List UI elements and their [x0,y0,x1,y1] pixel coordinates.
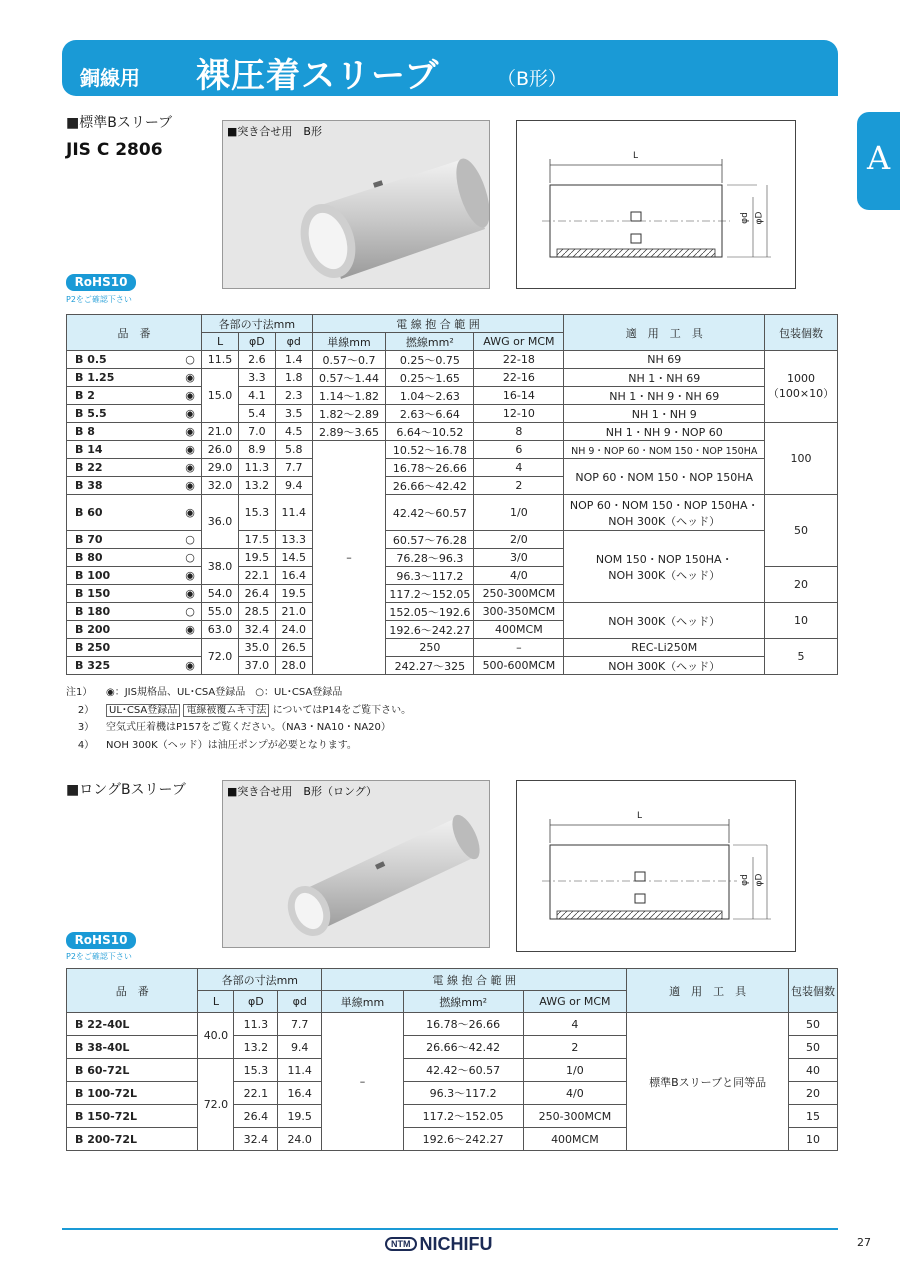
sleeve-image [223,121,490,289]
rohs-badge: RoHS10 [66,274,136,291]
table-row: B 0.5 ○ 11.5 2.6 1.4 0.57～0.7 0.25～0.75 22-18 NH 69 1000 （100×10） [67,351,838,369]
dimension-drawing [516,120,796,289]
table-row: B 14 ◉ 26.0 8.9 5.8 – 10.52～16.78 6 NH 9・NOP 60・NOM 150・NOP 150HA [67,441,838,459]
table-row: B 100-72L 22.1 16.4 96.3～117.2 4/0 20 [67,1082,838,1105]
col-pack-long: 包装個数 [788,969,837,1013]
dim-label-D: φD [754,211,765,225]
long-sleeve-table: 品 番 各部の寸法mm 電 線 抱 合 範 囲 適 用 工 具 包装個数 L φD φd 単線mm 撚線mm² AWG or MCM B 22-40L 40.0 11.3 7.7 – 16.78～26.66 4 標準Bスリーブと同等品 50 B 38-40L 13.2 9.4 26.66～42.42 2 50 B 60-72L 72.0 15.3 11.4 42.42～60.57 1/0 40 B 100-72L 22.1 16.4 96.3～117.2 4/0 20 B 150-72L 26.4 19.5 117.2～152.05 250-300MCM 15 B 200-72L 32.4 24.0 192.6～242.27 400MCM 10 [66,968,838,1151]
table-row: B 150 ◉ 54.0 26.4 19.5 117.2～152.05 250-300MCM [67,585,838,603]
col-range: 電 線 抱 合 範 囲 [312,315,564,333]
dim-label-D-long: φD [754,873,765,887]
table-row: B 1.25 ◉ 15.0 3.3 1.8 0.57～1.44 0.25～1.65 22-16 NH 1・NH 69 [67,369,838,387]
rohs-badge-long: RoHS10 [66,932,136,949]
table-row: B 2 ◉ 4.1 2.3 1.14～1.82 1.04～2.63 16-14 NH 1・NH 9・NH 69 [67,387,838,405]
photo-caption: ■突き合せ用 B形 [227,125,322,138]
col-tools: 適 用 工 具 [564,315,765,351]
section-label-long: ■ロングBスリーブ [66,782,186,798]
col-awg: AWG or MCM [474,333,564,351]
table-row: B 38-40L 13.2 9.4 26.66～42.42 2 50 [67,1036,838,1059]
table-row: B 100 ◉ 22.1 16.4 96.3～117.2 4/0 20 [67,567,838,585]
dim-label-d: φd [739,212,750,224]
dim-label-L-long: L [637,811,643,821]
table-row: B 150-72L 26.4 19.5 117.2～152.05 250-300MCM 15 [67,1105,838,1128]
table-row: B 200 ◉ 63.0 32.4 24.0 192.6～242.27 400MCM [67,621,838,639]
col-tools-long: 適 用 工 具 [627,969,789,1013]
rohs-note-long: P2をご確認下さい [66,952,132,961]
col-strand: 撚線mm² [386,333,474,351]
col-dims-long: 各部の寸法mm [198,969,322,991]
table-row: B 60 ◉ 36.0 15.3 11.4 42.42～60.57 1/0 NOP 60・NOM 150・NOP 150HA・ NOH 300K（ヘッド） 50 [67,495,838,531]
col-range-long: 電 線 抱 合 範 囲 [322,969,627,991]
long-sleeve-image [223,781,490,948]
product-photo-long [222,780,490,948]
header-subtitle: 銅線用 [80,66,140,90]
dim-label-d-long: φd [739,874,750,886]
table-row: B 38 ◉ 32.0 13.2 9.4 26.66～42.42 2 [67,477,838,495]
col-single: 単線mm [312,333,386,351]
table-row: B 8 ◉ 21.0 7.0 4.5 2.89～3.65 6.64～10.52 8 NH 1・NH 9・NOP 60 100 [67,423,838,441]
col-D: φD [238,333,275,351]
table-row: B 5.5 ◉ 5.4 3.5 1.82～2.89 2.63～6.64 12-10 NH 1・NH 9 [67,405,838,423]
col-pack: 包装個数 [765,315,838,351]
section-label-standard: ■標準Bスリーブ [66,115,173,131]
col-dims: 各部の寸法mm [202,315,313,333]
table-row: B 200-72L 32.4 24.0 192.6～242.27 400MCM 10 [67,1128,838,1151]
col-L: L [202,333,239,351]
dim-label-L: L [633,151,639,161]
standard-sleeve-table [66,314,838,675]
page-title: 裸圧着スリーブ [196,56,440,96]
brand-badge: NTM [385,1237,417,1251]
table-row: B 60-72L 72.0 15.3 11.4 42.42～60.57 1/0 40 [67,1059,838,1082]
dimension-drawing-long [516,780,796,952]
table-row: B 22 ◉ 29.0 11.3 7.7 16.78～26.66 4 NOP 60・NOM 150・NOP 150HA [67,459,838,477]
table-row: B 22-40L 40.0 11.3 7.7 – 16.78～26.66 4 標準Bスリーブと同等品 50 [67,1013,838,1036]
table-row: B 70 ○ 17.5 13.3 60.57～76.28 2/0 NOM 150・NOP 150HA・ NOH 300K（ヘッド） [67,531,838,549]
table-row: B 250 72.0 35.0 26.5 250 – REC-Li250M 5 [67,639,838,657]
brand-logo: NTM NICHIFU [385,1234,493,1255]
footer-rule [62,1228,838,1230]
page-header [62,40,838,96]
product-photo [222,120,490,289]
jis-standard: JIS C 2806 [66,140,163,160]
col-part: 品 番 [67,315,202,351]
col-d: φd [275,333,312,351]
notes: 注1） ◉：JIS規格品、UL･CSA登録品 ○：UL･CSA登録品 2） UL･CSA登録品 電線被覆ムキ寸法 についてはP14をご覧下さい。 3） 空気式圧着機はP157をご覧ください。（NA3・NA10・NA20） 4） NOH 300K（ヘッド）は油圧ポンプが必要となります。 [66,687,412,751]
col-part-long: 品 番 [67,969,198,1013]
header-shape: （B形） [497,68,568,90]
page-number: 27 [857,1236,871,1249]
rohs-note: P2をご確認下さい [66,295,132,304]
table-row: B 180 ○ 55.0 28.5 21.0 152.05～192.6 300-350MCM NOH 300K（ヘッド） 10 [67,603,838,621]
section-tab: A [857,112,900,210]
photo-caption-long: ■突き合せ用 B形（ロング） [227,785,378,798]
table-row: B 325 ◉ 37.0 28.0 242.27～325 500-600MCM NOH 300K（ヘッド） [67,657,838,675]
table-row: B 80 ○ 38.0 19.5 14.5 76.28～96.3 3/0 [67,549,838,567]
